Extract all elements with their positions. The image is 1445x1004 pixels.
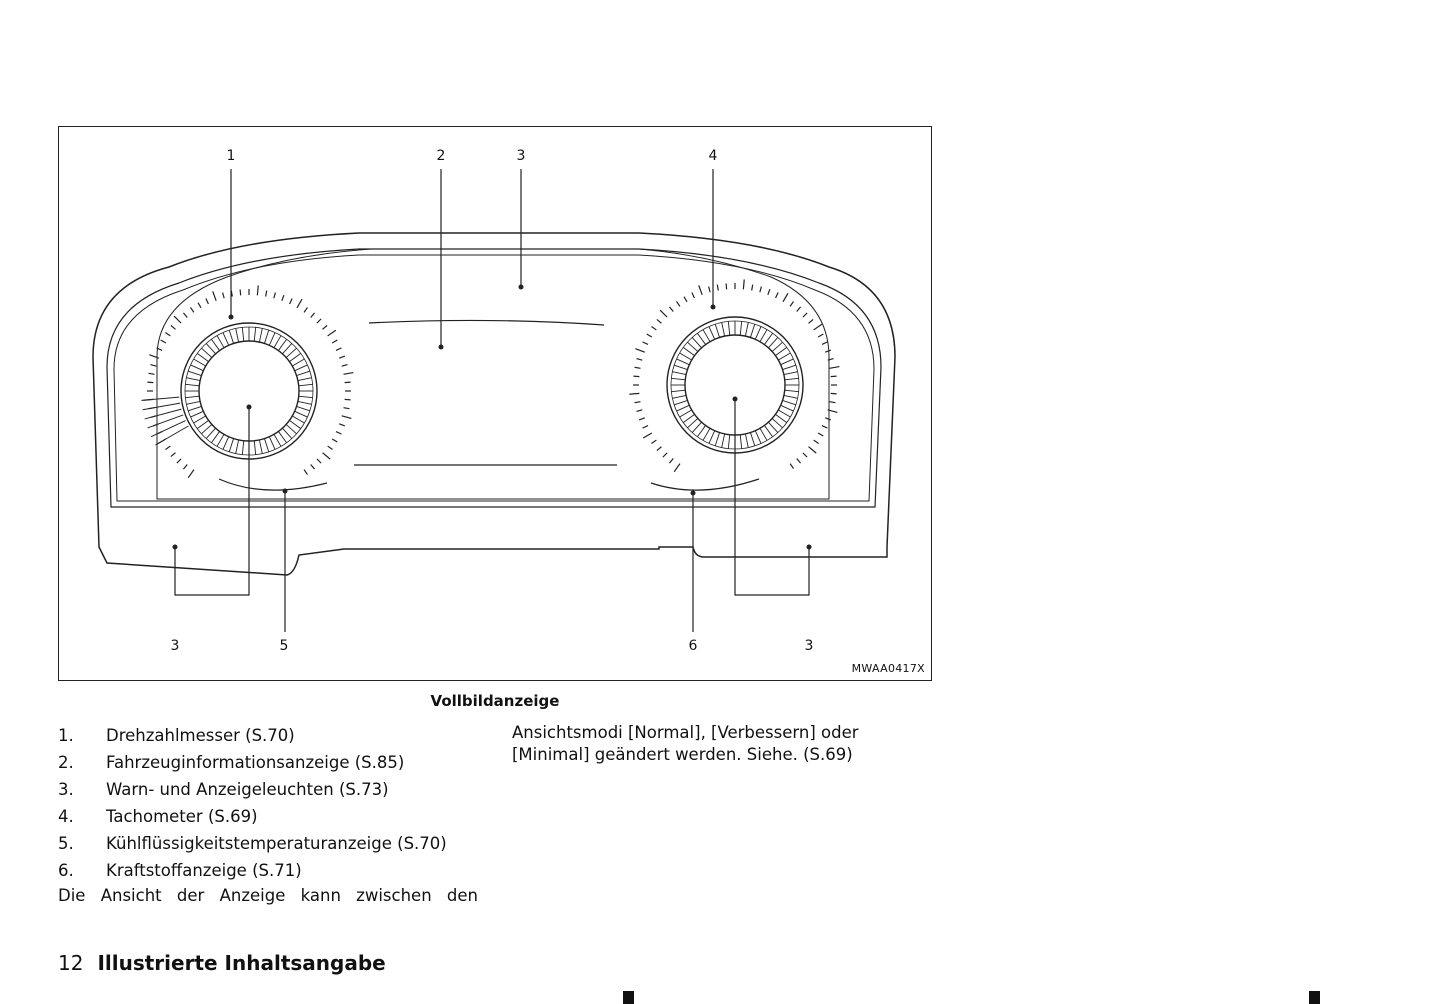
callout-6: 6 [688, 638, 698, 654]
tachometer-left-scale-tick [183, 313, 187, 318]
tachometer-left-segment [292, 359, 304, 366]
speedometer-right-segment [775, 347, 786, 355]
list-number: 1. [58, 726, 74, 745]
speedometer-right-scale-tick [651, 440, 656, 443]
tachometer-left-scale-tick [328, 330, 336, 336]
tachometer-left-segment [185, 396, 199, 397]
tachometer-left-segment [298, 378, 312, 381]
speedometer-right-segment [728, 321, 729, 335]
tachometer-left-segment [264, 439, 268, 452]
speedometer-right-segment [692, 422, 701, 432]
tachometer-left-segment [206, 343, 215, 353]
tachometer-left-scale-tick [328, 446, 333, 449]
tachometer-left-scale-tick [304, 470, 307, 475]
speedometer-right-scale-tick [831, 376, 837, 377]
tachometer-left-scale-tick [323, 325, 328, 329]
leader-lines [175, 169, 809, 632]
tachometer-left-scale-tick [206, 299, 209, 304]
tachometer-left-scale-tick [161, 340, 166, 343]
speedometer-right-scale-tick [635, 367, 641, 368]
speedometer-right-segment [703, 330, 710, 342]
callout-5: 5 [279, 638, 289, 654]
speedometer-right-scale-tick [657, 319, 662, 323]
speedometer-right-scale-tick [790, 301, 793, 306]
tachometer-left-scale-tick [165, 332, 170, 335]
speedometer-right-scale-tick [684, 297, 687, 302]
tachometer-left-segment [278, 431, 286, 442]
tachometer-left-segment [269, 437, 275, 450]
callout-3-right: 3 [804, 638, 814, 654]
speedometer-right-segment [784, 372, 798, 375]
speedometer-right-scale-tick [669, 307, 673, 312]
speedometer-right-segment [671, 378, 685, 379]
speedometer-right-segment [764, 333, 772, 344]
tachometer-left-scale-tick [332, 439, 337, 442]
list-item [58, 830, 488, 857]
tachometer-left-segment [223, 437, 229, 450]
list-item [58, 776, 488, 803]
tachometer-left-segment [223, 333, 229, 346]
speedometer-right-segment [784, 395, 798, 398]
tachometer-left-scale-tick [282, 295, 284, 301]
redzone-line [151, 421, 185, 437]
speedometer-right-scale-tick [643, 433, 652, 438]
speedometer-right-segment [768, 422, 777, 432]
tachometer-left-segment [236, 440, 239, 454]
tachometer-left-segment [254, 327, 255, 341]
speedometer-right-scale-tick [643, 342, 648, 345]
tachometer-left-scale-tick [257, 285, 258, 295]
speedometer-right-segment [709, 431, 715, 444]
speedometer-right-segment [750, 433, 754, 446]
speedometer-right-scale-tick [726, 283, 727, 289]
speedometer-right-segment [760, 330, 767, 342]
body-text-left: Die Ansicht der Anzeige kann zwischen den [58, 886, 478, 905]
tachometer-left-segment [254, 441, 255, 455]
tachometer-left-segment [299, 384, 313, 385]
tachometer-left-segment [289, 353, 300, 361]
tachometer-left-scale-tick [198, 303, 201, 308]
speedometer-right-segment [671, 390, 685, 391]
tachometer-left-segment [229, 439, 233, 452]
list-number: 6. [58, 861, 74, 880]
list-text: Kraftstoffanzeige (S.71) [106, 861, 302, 880]
speedometer-right-segment [778, 410, 790, 417]
tachometer-left-segment [185, 384, 199, 385]
speedometer-right-scale-tick [663, 453, 667, 457]
speedometer-right-scale-tick [825, 350, 831, 352]
list-number: 4. [58, 807, 74, 826]
speedometer-right-segment [783, 365, 796, 369]
tachometer-left-scale-tick [345, 382, 351, 383]
speedometer-right-scale-tick [797, 459, 801, 464]
speedometer-right-scale-tick [776, 293, 779, 298]
tachometer-left-segment [194, 416, 206, 423]
tachometer-left-segment [259, 328, 262, 342]
speedometer-right-scale-tick [676, 301, 679, 306]
tachometer-left-scale-tick [344, 408, 350, 409]
speedometer-right-segment [680, 410, 692, 417]
temperature-gauge-arc [219, 479, 327, 490]
tachometer-left-segment [292, 416, 304, 423]
speedometer-right-segment [740, 321, 741, 335]
tachometer-left-segment [259, 440, 262, 454]
speedometer-right-scale-tick [783, 293, 788, 302]
speedometer-right-scale-tick [629, 393, 639, 394]
speedometer-right-scale-tick [822, 342, 827, 345]
list-number: 3. [58, 780, 74, 799]
speedometer-right-scale-tick [633, 376, 639, 377]
tachometer-left-segment [269, 333, 275, 346]
print-mark [623, 991, 634, 1004]
tachometer-left-segment [186, 401, 200, 404]
tachometer-left-scale-tick [171, 453, 176, 457]
instrument-cluster-illustration [59, 127, 933, 682]
speedometer-right-scale-tick [818, 433, 823, 436]
speedometer-right-scale-tick [699, 285, 702, 294]
body-text-right: Ansichtsmodi [Normal], [Verbessern] oder [Minimal] geändert werden. Siehe. (S.69) [512, 723, 859, 764]
speedometer-right-segment [680, 353, 692, 360]
list-item [58, 803, 488, 830]
speedometer-right-scale-tick [636, 410, 642, 412]
tachometer-left-segment [211, 339, 219, 350]
speedometer-right-segment [785, 390, 799, 391]
tachometer-left-scale-tick [274, 292, 276, 298]
speedometer-right-scale-tick [657, 447, 662, 451]
speedometer-right-segment [715, 324, 719, 337]
list-text: Warn- und Anzeigeleuchten (S.73) [106, 780, 389, 799]
tachometer-left-scale-tick [339, 424, 345, 426]
speedometer-right-scale-tick [643, 426, 648, 429]
tachometer-left-scale-tick [304, 307, 307, 312]
instrument-cluster-figure [58, 126, 932, 681]
tachometer-left-scale-tick [149, 373, 155, 374]
tachometer-left-segment [197, 353, 208, 361]
speedometer-right-scale-tick [639, 418, 645, 420]
speedometer-right-scale-tick [790, 464, 793, 469]
speedometer-right-scale-tick [818, 334, 823, 337]
tachometer-left-segment [282, 428, 291, 438]
speedometer-right-segment [728, 435, 729, 449]
speedometer-right-segment [745, 322, 748, 336]
list-item [58, 749, 488, 776]
page-number: 12 [58, 951, 84, 975]
tachometer-left-segment [229, 330, 233, 343]
tachometer-left-segment [191, 365, 204, 371]
speedometer-right-scale-tick [692, 293, 695, 298]
speedometer-right-segment [772, 342, 782, 351]
speedometer-right-scale-tick [831, 393, 837, 394]
list-number: 2. [58, 753, 74, 772]
tachometer-left-segment [295, 411, 308, 417]
tachometer-left-segment [211, 431, 219, 442]
speedometer-right-segment [692, 337, 701, 347]
tachometer-left-scale-tick [345, 399, 351, 400]
tachometer-left-scale-tick [240, 289, 241, 295]
speedometer-right-segment [687, 342, 697, 351]
callout-3-top: 3 [516, 148, 526, 164]
speedometer-right-scale-tick [822, 426, 827, 429]
list-item [58, 857, 488, 884]
speedometer-right-scale-tick [635, 402, 641, 403]
speedometer-right-scale-tick [768, 289, 770, 295]
speedometer-right-scale-tick [830, 402, 836, 403]
tachometer-left-scale-tick [147, 382, 153, 383]
speedometer-right-segment [781, 359, 794, 365]
list-text: Tachometer (S.69) [106, 807, 258, 826]
tachometer-left-segment [286, 348, 296, 357]
tachometer-left-scale-tick [317, 319, 321, 323]
speedometer-right-segment [750, 324, 754, 337]
speedometer-right-segment [775, 414, 786, 422]
tachometer-left-segment [188, 371, 201, 375]
tachometer-left-segment [297, 406, 310, 410]
speedometer-right-scale-tick [669, 459, 673, 464]
tachometer-left-scale-tick [290, 299, 293, 304]
tachometer-left-scale-tick [339, 356, 345, 358]
speedometer-right-segment [697, 333, 705, 344]
print-mark [1309, 991, 1320, 1004]
tachometer-left-segment [299, 396, 313, 397]
tachometer-left-scale-tick [323, 453, 331, 459]
speedometer-right-segment [768, 337, 777, 347]
tachometer-left-segment [186, 378, 200, 381]
redzone-line [143, 403, 180, 410]
speedometer-right-segment [683, 414, 694, 422]
speedometer-right-segment [672, 395, 686, 398]
tachometer-left-scale-tick [177, 459, 181, 463]
list-text: Fahrzeuginformationsanzeige (S.85) [106, 753, 405, 772]
tachometer-left-segment [264, 330, 268, 343]
tachometer-left-scale-tick [190, 307, 193, 312]
speedometer-right-segment [677, 359, 690, 365]
tachometer-left-scale-tick [213, 291, 216, 300]
speedometer-right-segment [772, 418, 782, 427]
tachometer-left-segment [282, 343, 291, 353]
speedometer-right-segment [745, 434, 748, 448]
redzone-line [141, 397, 179, 400]
speedometer-right-scale-tick [760, 286, 762, 292]
info-display-top [369, 320, 604, 325]
speedometer-right-segment [683, 347, 694, 355]
page-footer [58, 951, 386, 975]
tachometer-left-scale-tick [342, 416, 352, 419]
speedometer-right-segment [674, 400, 687, 404]
speedometer-right-scale-tick [743, 279, 744, 289]
speedometer-right-scale-tick [651, 326, 656, 329]
speedometer-right-scale-tick [635, 349, 644, 352]
speedometer-right-scale-tick [814, 440, 819, 443]
speedometer-right-scale-tick [660, 310, 667, 317]
tachometer-left-scale-tick [344, 373, 354, 375]
speedometer-right-scale-tick [647, 334, 652, 337]
tachometer-left-segment [194, 359, 206, 366]
tachometer-left-scale-tick [174, 316, 181, 323]
speedometer-right-scale-tick [830, 367, 840, 369]
speedometer-right-segment [687, 418, 697, 427]
tachometer-left-scale-tick [317, 459, 321, 463]
speedometer-right-scale-tick [797, 307, 801, 312]
speedometer-right-segment [672, 372, 686, 375]
tachometer-left-segment [201, 424, 211, 433]
speedometer-right-segment [722, 434, 725, 448]
speedometer-right-segment [760, 428, 767, 440]
section-title: Illustrierte Inhaltsangabe [97, 951, 386, 975]
speedometer-right-segment [722, 322, 725, 336]
speedometer-right-segment [781, 405, 794, 411]
speedometer-right-segment [778, 353, 790, 360]
speedometer-right-scale-tick [809, 319, 814, 323]
tachometer-left-segment [298, 401, 312, 404]
speedometer-right-segment [783, 400, 796, 404]
list-number: 5. [58, 834, 74, 853]
tachometer-left-scale-tick [342, 365, 348, 367]
speedometer-right-scale-tick [752, 285, 753, 291]
speedometer-right-segment [785, 378, 799, 379]
tachometer-left-scale-tick [171, 325, 176, 329]
tachometer-left-segment [286, 424, 296, 433]
speedometer-right-segment [740, 435, 741, 449]
speedometer-right-segment [677, 405, 690, 411]
tachometer-left-segment [206, 428, 215, 438]
speedometer-right-scale-tick [636, 359, 642, 361]
tachometer-left-segment [242, 327, 243, 341]
figure-code: MWAA0417X [851, 662, 925, 675]
tachometer-left-scale-tick [311, 465, 315, 470]
tachometer-left-scale-tick [150, 365, 156, 367]
tachometer-left-segment [274, 336, 281, 348]
speedometer-right-scale-tick [809, 447, 817, 453]
speedometer-right-segment [697, 425, 705, 436]
speedometer-right-scale-tick [814, 324, 822, 330]
speedometer-right-scale-tick [709, 286, 711, 292]
speedometer-right-segment [709, 327, 715, 340]
list-text: Kühlflüssigkeitstemperaturanzeige (S.70) [106, 834, 447, 853]
housing-inner-outline [107, 249, 881, 507]
tachometer-left-segment [197, 420, 208, 428]
tachometer-left-segment [289, 420, 300, 428]
legend-list [58, 722, 488, 884]
figure-caption: Vollbildanzeige [430, 692, 560, 710]
tachometer-left-scale-tick [188, 470, 194, 478]
speedometer-right-segment [755, 431, 761, 444]
tachometer-left-segment [217, 434, 224, 446]
tachometer-left-segment [295, 365, 308, 371]
tachometer-left-segment [236, 328, 239, 342]
speedometer-right-scale-tick [717, 285, 718, 291]
speedometer-right-segment [715, 433, 719, 446]
list-item [58, 722, 488, 749]
tachometer-left-scale-tick [183, 465, 187, 470]
tachometer-left-segment [217, 336, 224, 348]
speedometer-right-scale-tick [803, 453, 807, 457]
speedometer-right-segment [674, 365, 687, 369]
tachometer-left-scale-tick [165, 446, 170, 449]
redzone-line [155, 426, 188, 445]
tachometer-left-scale-tick [266, 291, 267, 297]
speedometer-right-segment [703, 428, 710, 440]
tachometer-left-segment [242, 441, 243, 455]
tachometer-left-scale-tick [332, 340, 337, 343]
tachometer-left-scale-tick [336, 348, 341, 351]
tachometer-left-scale-tick [297, 299, 302, 308]
tachometer-left-segment [274, 434, 281, 446]
tachometer-left-segment [278, 339, 286, 350]
fuel-gauge-arc [651, 479, 759, 490]
tachometer-left-segment [191, 411, 204, 417]
speedometer-right-scale-tick [674, 464, 680, 472]
callout-4: 4 [708, 148, 718, 164]
speedometer-right-segment [764, 425, 772, 436]
tachometer-left-scale-tick [336, 432, 341, 435]
callout-1: 1 [226, 148, 236, 164]
speedometer-right-segment [755, 327, 761, 340]
tachometer-left-segment [188, 406, 201, 410]
callout-3-left: 3 [170, 638, 180, 654]
callout-2: 2 [436, 148, 446, 164]
speedometer-right-scale-tick [825, 418, 831, 420]
tachometer-left-segment [201, 348, 211, 357]
list-text: Drehzahlmesser (S.70) [106, 726, 295, 745]
tachometer-left-scale-tick [311, 313, 315, 318]
speedometer-right-scale-tick [803, 313, 807, 317]
housing-outline [93, 233, 895, 575]
tachometer-left-segment [297, 371, 310, 375]
tachometer-left-scale-tick [223, 292, 225, 298]
